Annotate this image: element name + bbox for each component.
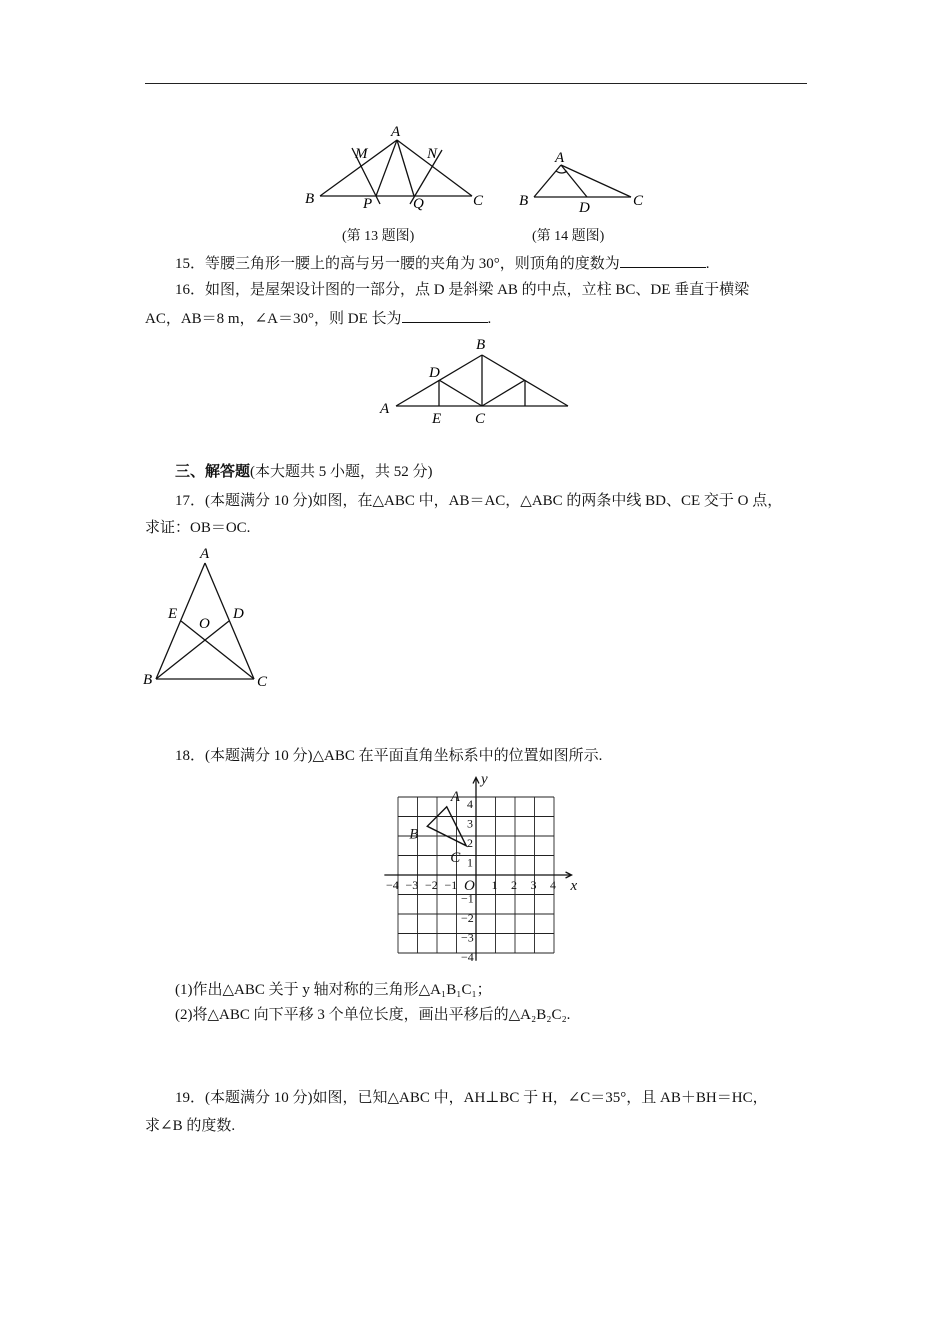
fig14-label-B: B xyxy=(519,193,529,209)
fig17-label-A: A xyxy=(200,546,210,562)
y-tick-label: −1 xyxy=(461,891,474,906)
fig14-caption: (第 14 题图) xyxy=(532,229,605,244)
y-tick-label: 1 xyxy=(467,855,473,870)
q18-line1: 18．(本题满分 10 分)△ABC 在平面直角坐标系中的位置如图所示. xyxy=(175,748,603,764)
y-tick-label: −4 xyxy=(461,950,474,964)
section-3-title: 三、解答题 xyxy=(175,464,251,480)
fig17-label-O: O xyxy=(199,616,210,632)
fig13-label-A: A xyxy=(391,124,401,140)
fig16-label-C: C xyxy=(475,411,486,427)
fig17-label-C: C xyxy=(257,674,268,690)
fig16-label-D: D xyxy=(429,365,440,381)
q15-end: . xyxy=(705,256,710,272)
q19-line2: 求∠B 的度数. xyxy=(145,1118,236,1134)
y-axis-label: y xyxy=(481,771,488,788)
x-tick-label: 2 xyxy=(511,878,517,892)
y-tick-label: 4 xyxy=(467,797,473,811)
q16-end: . xyxy=(487,311,492,327)
y-tick-label: 3 xyxy=(467,816,473,831)
y-tick-label: −2 xyxy=(461,911,474,925)
q18-sub1: (1)作出△ABC 关于 y 轴对称的三角形△A₁B₁C₁； xyxy=(175,982,492,998)
y-tick-label: −3 xyxy=(461,930,474,945)
fig17-label-D: D xyxy=(233,606,244,622)
fig14-label-C: C xyxy=(633,193,644,209)
x-tick-label: 3 xyxy=(530,878,537,892)
fig13-label-M: M xyxy=(355,146,368,162)
x-tick-label: −4 xyxy=(386,878,399,892)
fig13-label-C: C xyxy=(473,193,484,209)
x-tick-label: −2 xyxy=(425,878,438,892)
fig16-label-A: A xyxy=(380,401,390,417)
fig17-label-B: B xyxy=(143,672,153,688)
point-label-B: B xyxy=(409,826,419,843)
q18-sub2: (2)将△ABC 向下平移 3 个单位长度，画出平移后的△A₂B₂C₂. xyxy=(175,1007,571,1023)
fig13-label-B: B xyxy=(305,191,315,207)
q17-line1: 17．(本题满分 10 分)如图，在△ABC 中，AB＝AC，△ABC 的两条中线 BD、CE 交于 O 点， xyxy=(175,493,783,509)
fig17-label-E: E xyxy=(168,606,178,622)
x-tick-label: 4 xyxy=(550,878,556,892)
y-tick-label: 2 xyxy=(467,836,473,850)
triangle-abc xyxy=(427,807,466,846)
q16-line1: 16．如图，是屋架设计图的一部分，点 D 是斜梁 AB 的中点，立柱 BC、DE 垂直于横梁 xyxy=(175,282,750,298)
origin-label: O xyxy=(464,878,475,894)
q15-text: 15．等腰三角形一腰上的高与另一腰的夹角为 30°，则顶角的度数为 xyxy=(175,256,620,272)
x-tick-label: 1 xyxy=(491,878,498,892)
section-3-note: (本大题共 5 小题，共 52 分) xyxy=(250,464,433,480)
fig13-label-Q: Q xyxy=(413,196,424,212)
x-tick-label: −1 xyxy=(444,878,458,892)
point-label-C: C xyxy=(450,849,461,866)
fig16-label-B: B xyxy=(476,337,486,353)
fig13-label-N: N xyxy=(427,146,438,162)
point-label-A: A xyxy=(450,788,460,805)
q17-line2: 求证：OB＝OC. xyxy=(145,520,251,536)
fig13-caption: (第 13 题图) xyxy=(342,229,415,244)
fig16-label-E: E xyxy=(432,411,442,427)
q19-line1: 19．(本题满分 10 分)如图，已知△ABC 中，AH⊥BC 于 H，∠C＝35°，且 AB＋BH＝HC， xyxy=(175,1090,768,1106)
fig14-label-A: A xyxy=(555,150,565,166)
q16-line2: AC，AB＝8 m，∠A＝30°，则 DE 长为 xyxy=(145,311,402,327)
x-axis-label: x xyxy=(570,878,578,894)
fig14-label-D: D xyxy=(579,200,590,216)
x-tick-label: −3 xyxy=(405,878,419,892)
fig13-label-P: P xyxy=(363,196,373,212)
